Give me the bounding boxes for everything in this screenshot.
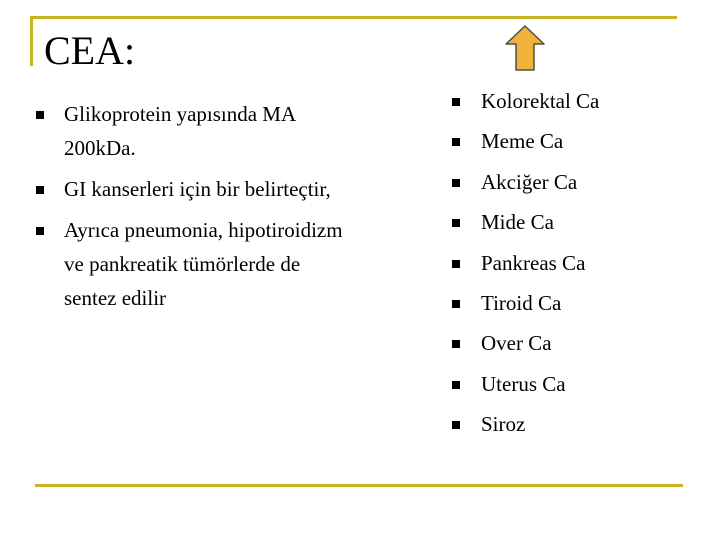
list-item <box>452 165 692 199</box>
bullet-text: Uterus Ca <box>481 371 566 396</box>
square-bullet-icon <box>452 260 460 268</box>
square-bullet-icon <box>452 340 460 348</box>
list-item <box>452 246 692 280</box>
bullet-text: Over Ca <box>481 331 552 356</box>
list-item <box>36 213 356 315</box>
list-item <box>452 124 692 158</box>
bullet-text: Akciğer Ca <box>481 169 578 194</box>
list-item <box>452 326 692 360</box>
list-item <box>452 205 692 239</box>
frame-top-line <box>30 16 677 19</box>
square-bullet-icon <box>452 219 460 227</box>
list-item <box>452 367 692 401</box>
slide-title: CEA: <box>44 28 136 73</box>
bullet-text: Ayrıca pneumonia, hipotiroidizm ve pankreatik tümörlerde de sentez edilir <box>64 218 343 310</box>
list-item <box>452 407 692 441</box>
square-bullet-icon <box>452 179 460 187</box>
bullet-text: Meme Ca <box>481 129 564 154</box>
frame-left-line <box>30 16 33 66</box>
bullet-text: GI kanserleri için bir belirteçtir, <box>64 177 331 201</box>
list-item <box>36 172 356 206</box>
bullet-text: Mide Ca <box>481 210 554 235</box>
square-bullet-icon <box>452 98 460 106</box>
frame-bottom-line <box>35 484 683 487</box>
bullet-text: Glikoprotein yapısında MA 200kDa. <box>64 102 295 160</box>
right-bullet-list <box>452 84 692 448</box>
square-bullet-icon <box>36 186 44 194</box>
list-item <box>36 97 356 165</box>
list-item <box>452 84 692 118</box>
list-item <box>452 286 692 320</box>
bullet-text: Tiroid Ca <box>481 290 562 315</box>
square-bullet-icon <box>452 138 460 146</box>
bullet-text: Siroz <box>481 412 526 437</box>
left-bullet-list <box>36 97 356 322</box>
bullet-text: Pankreas Ca <box>481 250 586 275</box>
square-bullet-icon <box>452 300 460 308</box>
bullet-text: Kolorektal Ca <box>481 89 600 113</box>
up-arrow-icon <box>504 24 546 72</box>
square-bullet-icon <box>452 381 460 389</box>
square-bullet-icon <box>452 421 460 429</box>
square-bullet-icon <box>36 111 44 119</box>
square-bullet-icon <box>36 227 44 235</box>
